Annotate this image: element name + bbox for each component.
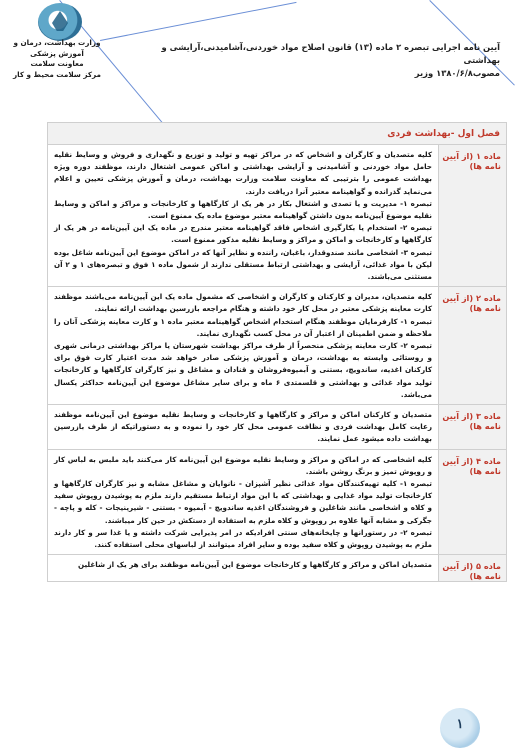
article-row <box>48 287 506 405</box>
article-paragraph: تبصره ۱- کلیه تهیه‌کنندگان مواد غذائی نظیر آشپزان - نانوایان و مشاغل مشابه و نیز کارگران کارگاهها و کارخانجات تولید مواد غذایی و بهداشتی که با این مواد ارتباط مستقیم دارند ملزم به پوشیدن روپوش سفید و کلاه و اشخاصی مانند شاغلین و فروشندگان اغذیه ساندویچ - آبمیوه - بستنی - شیرینیجات - کله و پاچه - جگرکی و مشابه آنها علاوه بر روپوش و کلاه ملزم به استفاده از دستکش در حین کار میباشند. <box>54 479 433 525</box>
chapter-title: فصل اول -بهداشت فردی <box>48 123 506 145</box>
page-number-badge <box>440 708 480 748</box>
article-body <box>48 405 438 449</box>
regulation-table <box>47 122 507 582</box>
article-paragraph: کلیه متصدیان، مدیران و کارکنان و کارگران و اشخاصی که مشمول ماده یک این آیین‌نامه می‌باشند موظفند کارت معاینه پزشکی معتبر در محل کار خود داشته و هنگام مراجعه بازرسین بهداشت ارائه نمایند. <box>54 292 432 314</box>
page-number: ۱ <box>456 717 464 732</box>
article-paragraph: تبصره ۱- مدیریت و یا تصدی و اشتغال بکار در هر یک از کارگاهها و کارخانجات و مراکز و اماکن و وسایط نقلیه موضوع آیین‌نامه بدون داشتن گواهینامه معتبر موضوع ماده یک ممنوع است. <box>54 198 432 221</box>
article-paragraph: تبصره ۳- اشخاصی مانند صندوقدار، باغبان، راننده و نظایر آنها که در اماکن موضوع این آیین‌نامه شاغل بوده لیکن با مواد غذائی، آرایشی و بهداشتی ارتباط مستقلی ندارند از شمول ماده ۱ فوق و تبصره‌های ۱ و ۲ آن مستثنی می‌باشند. <box>54 247 433 282</box>
article-paragraph: متصدیان و کارکنان اماکن و مراکز و کارگاهها و کارخانجات و وسایط نقلیه موضوع این آیین‌نامه موظفند رعایت کامل بهداشت فردی و نظافت عمومی محل کار خود را نموده و به دستوراتیکه از طرف بازرسین بهداشت داده میشود عمل نمایند. <box>54 410 432 444</box>
article-paragraph: کلیه اشخاصی که در اماکن و مراکز و وسایط نقلیه موضوع این آیین‌نامه کار می‌کنند باید ملبس به لباس کار و روپوش تمیز و برنگ روشن باشند. <box>54 454 432 476</box>
decorative-line <box>100 2 297 41</box>
article-body <box>48 145 438 286</box>
document-title-line1: آیین نامه اجرایی تبصره ۲ ماده (۱۳) قانون اصلاح مواد خوردنی،آشامیدنی،آرایشی و بهداشتی <box>161 42 500 65</box>
document-title-line2: مصوب۱۳۸۰/۶/۸ وزیر <box>414 68 500 78</box>
ministry-center: مرکز سلامت محیط و کار <box>13 69 101 79</box>
article-row <box>48 145 506 287</box>
article-paragraph: متصدیان اماکن و مراکز و کارگاهها و کارخانجات موضوع این آیین‌نامه موظفند برای هر یک از شاغلین <box>78 560 432 570</box>
article-label: ماده ۳ (از آیین نامه ها) <box>438 405 506 449</box>
article-paragraph: تبصره ۱- کارفرمایان موظفند هنگام استخدام اشخاص گواهینامه معتبر ماده ۱ و کارت معاینه پزشکی آنان را ملاحظه و ضمن اطمینان از اعتبار آن در محل کسب نگهداری نمایند. <box>54 316 432 338</box>
article-body <box>48 555 438 581</box>
ministry-name: وزارت بهداشت، درمان و آموزش پزشکی <box>13 38 101 58</box>
article-paragraph: تبصره ۲- کارت معاینه پزشکی منحصراً از طرف مراکز بهداشت شهرستان یا مراکز بهداشتی درمانی شهری و روستائی وابسته به بهداشت، درمان و آموزش پزشکی صادر خواهد شد مدت اعتبار کارت فوق برای کارکنان اغذیه، ساندویچ، بستنی و آبمیوه‌فروشان و قنادان و مشاغل و نیز کارگران کارگاهها و کارخانجات تولید مواد غذائی و بهداشتی و قلسمتدی ۶ ماه و برای سایر مشاغل موضوع این آیین‌نامه حداکثر یکسال می‌باشد. <box>54 341 433 399</box>
article-paragraph: تبصره ۲- استخدام یا بکارگیری اشخاص فاقد گواهینامه معتبر مندرج در ماده یک این آیین‌نامه در هر یک از کارگاهها و کارخانجات و اماکن و مراکز و وسایط نقلیه مذکور ممنوع است. <box>54 223 432 245</box>
ministry-header <box>6 38 108 80</box>
article-label: ماده ۲ (از آیین نامه ها) <box>438 287 506 404</box>
article-row <box>48 450 506 556</box>
ministry-deputy: معاونت سلامت <box>30 59 84 68</box>
article-body <box>48 287 438 404</box>
document-title <box>128 41 500 80</box>
article-paragraph: کلیه متصدیان و کارگران و اشخاص که در مراکز تهیه و تولید و توزیع و نگهداری و فروش و وسایط نقلیه حامل مواد خوردنی و آشامیدنی و آرایشی بهداشتی و اماکن عمومی اشتغال دارند، موظفند دوره ویژه بهداشت عمومی را بترتیبی که معاونت سلامت وزارت بهداشت، درمان و آموزش پزشکی تعیین و اعلام می‌نماید گذرانده و گواهینامه معتبر آنرا دریافت دارند. <box>54 150 432 196</box>
article-label: ماده ۵ (از آیین نامه ها) <box>438 555 506 581</box>
article-label: ماده ۴ (از آیین نامه ها) <box>438 450 506 555</box>
article-body <box>48 450 438 555</box>
article-row <box>48 555 506 581</box>
article-row <box>48 405 506 450</box>
article-paragraph: تبصره ۲- در رستورانها و چایخانه‌های سنتی افرادیکه در امر پذیرایی شرکت داشته و یا غذا سر و کار دارند ملزم به پوشیدن روپوش و کلاه سفید بوده و سایر افراد میتوانند از لباسهای محلی استفاده کنند. <box>54 527 432 550</box>
ministry-logo-icon <box>38 3 82 41</box>
article-label: ماده ۱ (از آیین نامه ها) <box>438 145 506 286</box>
